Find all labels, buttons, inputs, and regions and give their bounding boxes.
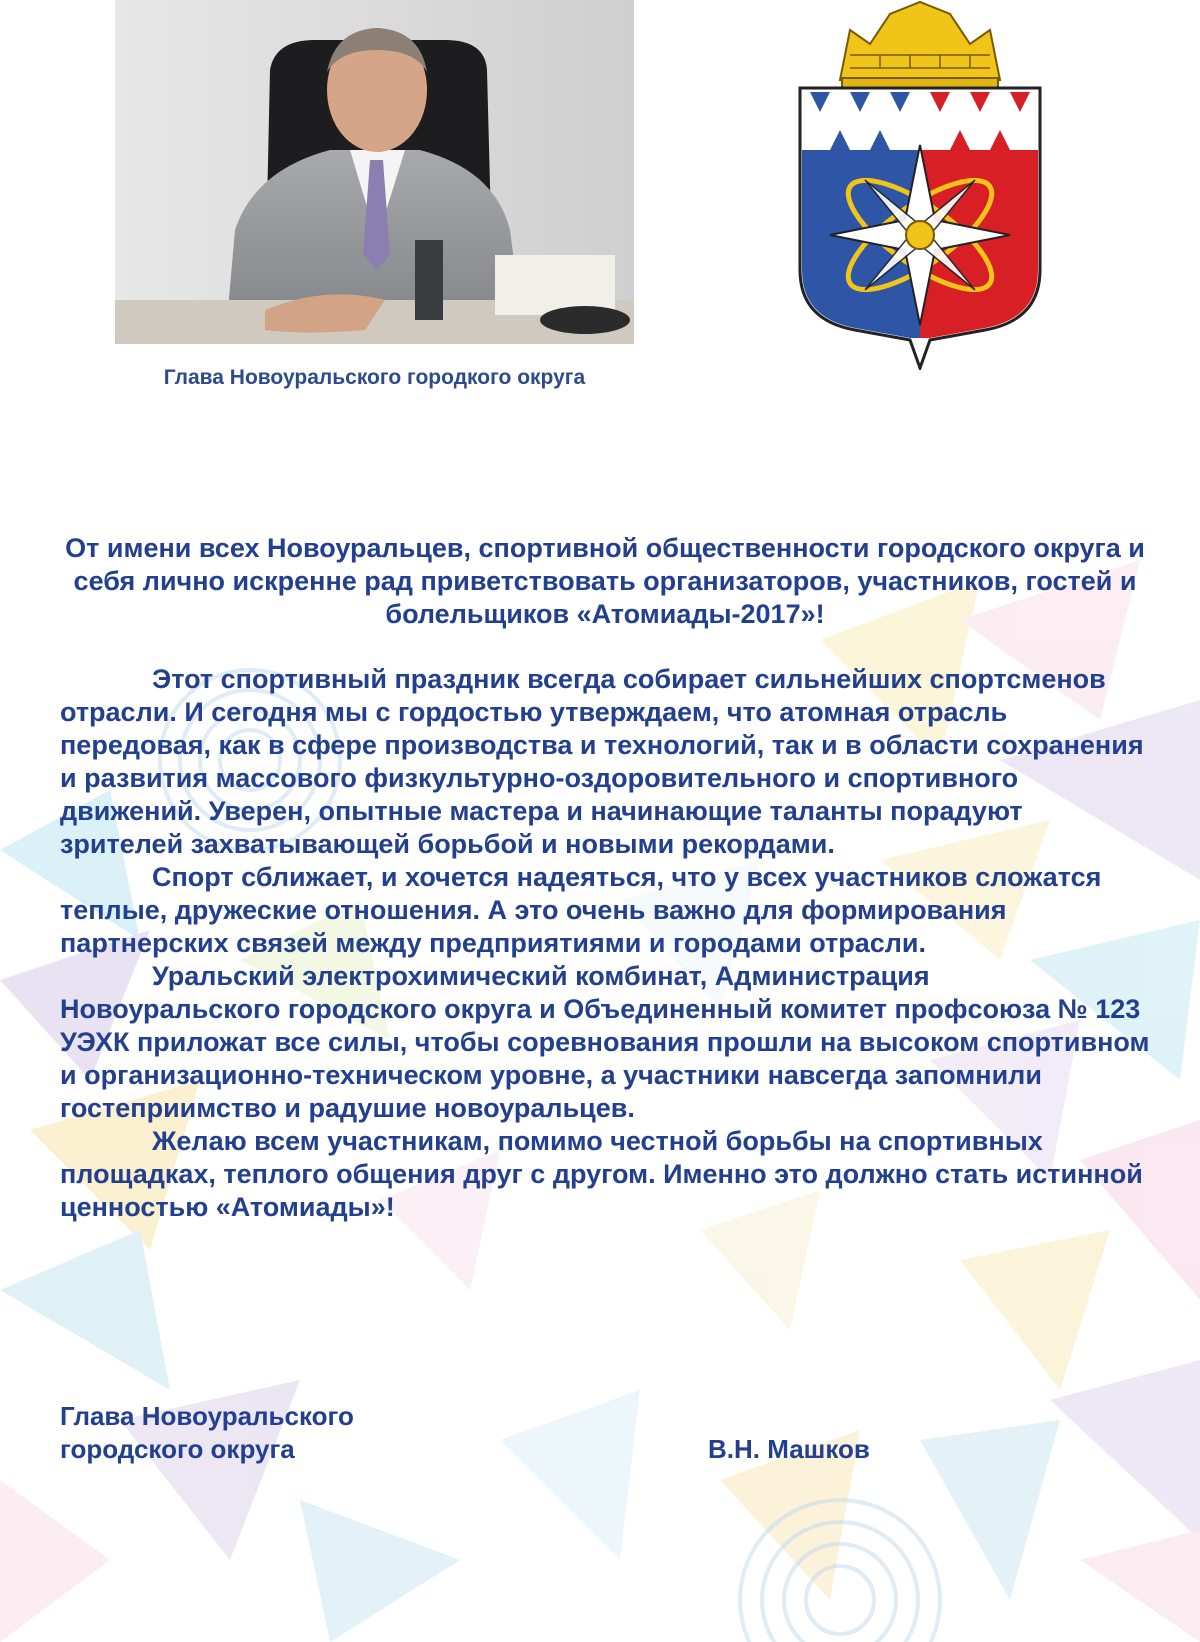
- signature-title-line: Глава Новоуральского: [60, 1401, 354, 1431]
- crown-icon: [840, 2, 1000, 88]
- coat-of-arms-icon: [790, 0, 1050, 370]
- letter-paragraph: Желаю всем участникам, помимо честной борьбы на спортивных площадках, теплого общения друг с другом. Именно это должно стать истинной ценностью «Атомиады»!: [60, 1126, 1143, 1222]
- letter-body: [60, 532, 1150, 1224]
- photo-caption: Глава Новоуральского городкого округа: [163, 366, 586, 389]
- letter-paragraph: Этот спортивный праздник всегда собирает сильнейших спортсменов отрасли. И сегодня мы с гордостью утверждаем, что атомная отрасль передовая, как в сфере производства и технологий, так и в области сохранения и развития массового физкультурно-оздоровительного и спортивного движений. Уверен, опытные мастера и начинающие таланты порадуют зрителей захватывающей борьбой и новыми рекордами.: [60, 664, 1144, 859]
- signature-name: В.Н. Машков: [708, 1434, 870, 1464]
- signature-block: [60, 1400, 1150, 1480]
- letter-paragraph: Уральский электрохимический комбинат, Администрация Новоуральского городского округа и Объединенный комитет профсоюза № 123 УЭХК приложат все силы, чтобы соревнования прошли на высоком спортивном и организационно-техническом уровне, а участники навсегда запомнили гостеприимство и радушие новоуральцев.: [60, 961, 1150, 1123]
- portrait-illustration: [115, 0, 634, 344]
- letter-paragraph: Спорт сближает, и хочется надеяться, что у всех участников сложатся теплые, дружеские отношения. А это очень важно для формирования партнерских связей между предприятиями и городами отрасли.: [60, 862, 1102, 958]
- signature-title-line: городского округа: [60, 1434, 295, 1464]
- letter-intro: От имени всех Новоуральцев, спортивной общественности городского округа и себя лично искренне рад приветствовать организаторов, участников, гостей и болельщиков «Атомиады-2017»!: [65, 533, 1145, 629]
- signature-title: [60, 1400, 480, 1466]
- portrait-photo: [115, 0, 634, 344]
